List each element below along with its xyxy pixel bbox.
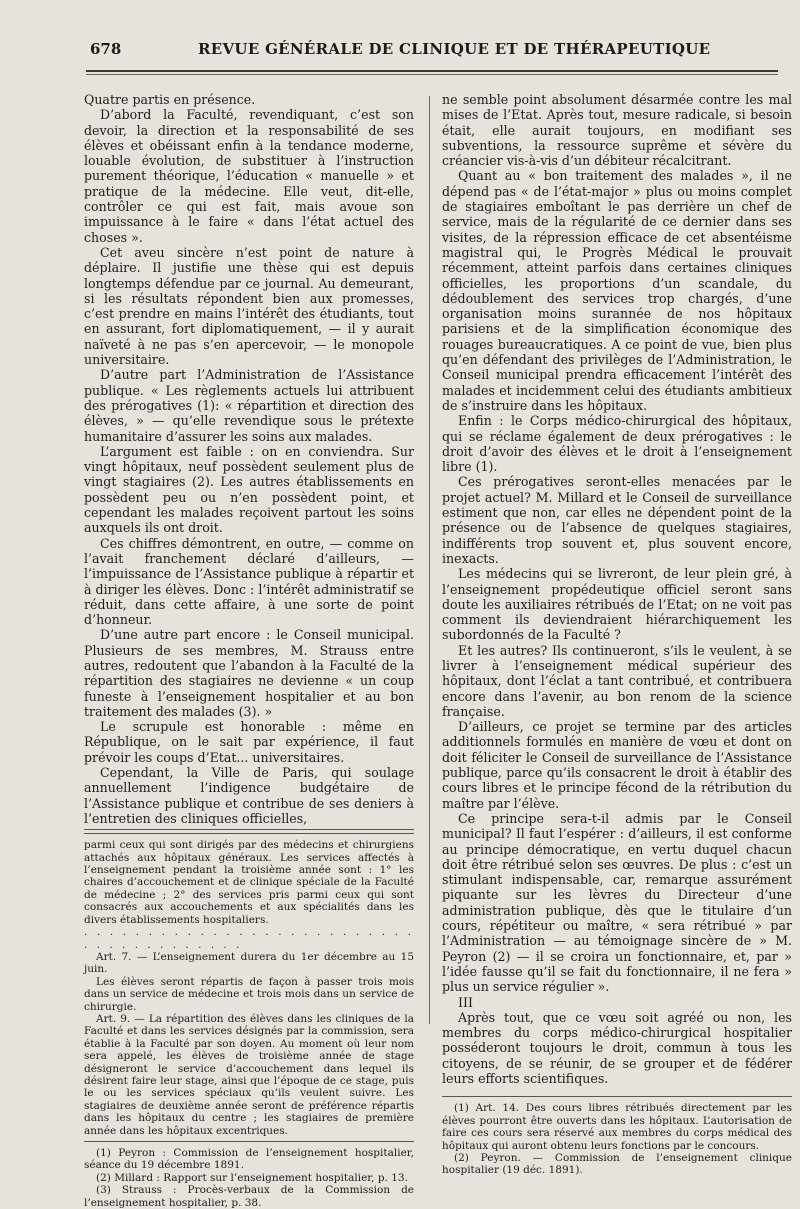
paragraph: Cet aveu sincère n’est point de nature à déplaire. Il justifie une thèse qui est depuis longtemps défendue par ce journal. Au demeurant, si les résultats répondent bien aux promesses, c’est prendre en mains l’intérêt des étudiants, tout en assurant, fort diplomatiquement, — il y aurait naïveté à ne pas s’en apercevoir, — le monopole universitaire. <box>84 244 414 368</box>
header-rule <box>86 70 778 72</box>
running-title: REVUE GÉNÉRALE DE CLINIQUE ET DE THÉRAPEUTIQUE <box>198 40 711 58</box>
page-header <box>86 36 778 66</box>
footnote: (1) Art. 14. Des cours libres rétribués directement par les élèves pourront être ouverts dans les hôpitaux. L’autorisation de faire ces cours sera réservé aux membres du corps médical des hôpitaux qui auront obtenu leurs fonctions par le concours. <box>442 1102 792 1152</box>
paragraph: Et les autres? Ils continueront, s’ils le veulent, à se livrer à l’enseignement médical supérieur des hôpitaux, dont l’éclat a tant contribué, et contribuera encore dans l’avenir, au bon renom de la science française. <box>442 642 792 719</box>
paragraph: Cependant, la Ville de Paris, qui soulage annuellement l’indigence budgétaire de l’Assistance publique et contribue de ses deniers à l’entretien des cliniques officielles, <box>84 765 414 826</box>
paragraph: Enfin : le Corps médico-chirurgical des hôpitaux, qui se réclame également de deux prérogatives : le droit d’avoir des élèves et le droit à l’enseignement libre (1). <box>442 413 792 475</box>
right-footnotes <box>442 1102 792 1176</box>
left-column <box>84 92 414 1209</box>
footnote-article: Art. 7. — L’enseignement durera du 1er décembre au 15 juin. <box>84 950 414 976</box>
page-number: 678 <box>90 40 122 58</box>
left-footnotes <box>84 839 414 1209</box>
paragraph: D’une autre part encore : le Conseil municipal. Plusieurs de ses membres, M. Strauss entre autres, redoutent que l’abandon à la Faculté de la répartition des stagiaires ne devienne « un coup funeste à l’enseignement hospitalier et au bon traitement des malades (3). » <box>84 627 414 719</box>
footnote: (1) Peyron : Commission de l’enseignement hospitalier, séance du 19 décembre 1891. <box>84 1147 414 1172</box>
column-divider <box>429 96 430 1024</box>
right-body-text <box>442 92 792 1086</box>
paragraph: Après tout, que ce vœu soit agréé ou non, les membres du corps médico-chirurgical hospitalier posséderont toujours le droit, commun à tous les citoyens, de se réunir, de se grouper et de fédérer leurs efforts scientifiques. <box>442 1009 792 1086</box>
footnote-continuation: parmi ceux qui sont dirigés par des médecins et chirurgiens attachés aux hôpitaux généraux. Les services affectés à l’enseignement pendant la troisième année sont : 1° les chaires d’accouchement et de clinique spéciale de la Faculté de médecine ; 2° des services pris parmi ceux qui sont consacrés aux accouchements et aux spécialités dans les divers établissements hospitaliers. <box>84 839 414 926</box>
paragraph: Le scrupule est honorable : même en République, on le sait par expérience, il faut prévoir les coups d’Etat... universitaires. <box>84 719 414 765</box>
footnote-rule <box>442 1096 792 1097</box>
footnote: (2) Peyron. — Commission de l’enseignement clinique hospitalier (19 déc. 1891). <box>442 1151 792 1177</box>
ellipsis-row: . . . . . . . . . . . . . . . . . . . . . . . . . . . . . . . . . . . . . . . <box>84 926 414 951</box>
paragraph: D’ailleurs, ce projet se termine par des articles additionnels formulés en manière de vœu et dont on doit féliciter le Conseil de surveillance de l’Assistance publique, parce qu’ils consacrent le droit à établir des cours libres et le principe fécond de la rétribution du maître par l’élève. <box>442 719 792 811</box>
paragraph: Ces chiffres démontrent, en outre, — comme on l’avait franchement déclaré d’ailleurs, — l’impuissance de l’Assistance publique à répartir et à diriger les élèves. Donc : l’intérêt administratif se réduit, dans cette affaire, à une sorte de point d’honneur. <box>84 535 414 628</box>
footnote-rule <box>84 1141 414 1142</box>
left-body-text <box>84 92 414 826</box>
paragraph: Ces prérogatives seront-elles menacées par le projet actuel? M. Millard et le Conseil de surveillance estiment que non, car elles ne dépendent point de la présence ou de l’absence de quelques stagiaires, indifférents trop souvent et, plus souvent encore, inexacts. <box>442 474 792 566</box>
header-rule-thin <box>86 74 778 75</box>
paragraph: Quatre partis en présence. <box>84 92 256 107</box>
footnote: (3) Strauss : Procès-verbaux de la Commission de l’enseignement hospitalier, p. 38. <box>84 1184 414 1209</box>
paragraph: L’argument est faible : on en conviendra. Sur vingt hôpitaux, neuf possèdent seulement plus de vingt stagiaires (2). Les autres établissements en possèdent peu ou n’en possèdent point, et cependant les malades reçoivent partout les soins auxquels ils ont droit. <box>84 443 414 536</box>
paragraph: D’abord la Faculté, revendiquant, c’est son devoir, la direction et la responsabilité de ses élèves et obéissant enfin à la tendance moderne, louable évolution, de substituer à l’instruction purement théorique, l’éducation « manuelle » et pratique de la médecine. Elle veut, dit-elle, contrôler ce qui est fait, mais avoue son impuissance à le faire « dans l’état actuel des choses ». <box>84 107 414 245</box>
footnote: (2) Millard : Rapport sur l’enseignement hospitalier, p. 13. <box>96 1171 408 1184</box>
footnote-article: Art. 9. — La répartition des élèves dans les cliniques de la Faculté et dans les services désignés par la commission, sera établie à la Faculté par son doyen. Au moment où leur nom sera appelé, les élèves de troisième année de stage désigneront le service d’accouchement dans lequel ils désirent faire leur stage, ainsi que l’époque de ce stage, puis le ou les services spéciaux qu’ils veulent suivre. Les stagiaires de deuxième année seront de préférence répartis dans les hôpitaux du centre ; les stagiaires de première année dans les hôpitaux excentriques. <box>84 1012 414 1137</box>
footnote-article: Les élèves seront répartis de façon à passer trois mois dans un service de médecine et trois mois dans un service de chirurgie. <box>84 975 414 1013</box>
section-heading: III <box>458 994 473 1010</box>
paragraph: Quant au « bon traitement des malades », il ne dépend pas « de l’état-major » plus ou moins complet de stagiaires emboîtant le pas derrière un chef de service, mais de la régularité de ce dernier dans ses visites, de la répression efficace de cet absentéisme magistral qui, le Progrès Médical le prouvait récemment, atteint parfois dans certaines cliniques officielles, les proportions d’un scandale, du dédoublement des services trop chargés, d’une organisation moins surannée de nos hôpitaux parisiens et de la simplification économique des rouages bureaucratiques. A ce point de vue, bien plus qu’en défendant des privilèges de l’Administration, le Conseil municipal prendra efficacement l’intérêt des malades et incidemment celui des étudiants ambitieux de s’instruire dans les hôpitaux. <box>442 168 792 413</box>
right-column <box>442 92 792 1177</box>
paragraph: Ce principe sera-t-il admis par le Conseil municipal? Il faut l’espérer : d’ailleurs, il est conforme au principe démocratique, en vertu duquel chacun doit être rétribué selon ses œuvres. De plus : c’est un stimulant indispensable, car, remarque assurément piquante sur les lèvres du Directeur d’une administration publique, dès que le titulaire d’un cours, répétiteur ou maître, « sera rétribué » par l’Administration — au témoignage sincère de » M. Peyron (2) — il se croira un fonctionnaire, et, par » l’idée fausse qu’il se fait du fonctionnaire, il ne fera » plus un service régulier ». <box>442 810 792 995</box>
paragraph: D’autre part l’Administration de l’Assistance publique. « Les règlements actuels lui attribuent des prérogatives (1): « répartition et direction des élèves, » — qu’elle revendique sous le prétexte humanitaire d’assurer les soins aux malades. <box>84 367 414 444</box>
paragraph: Les médecins qui se livreront, de leur plein gré, à l’enseignement propédeutique officiel seront sans doute les auxiliaires rétribués de l’Etat; on ne voit pas comment ils deviendraient hiérarchiquement les subordonnés de la Faculté ? <box>442 566 792 643</box>
footnote-separator <box>84 829 414 834</box>
paragraph: ne semble point absolument désarmée contre les mal mises de l’Etat. Après tout, mesure radicale, si besoin était, elle aurait toujours, en modifiant ses subventions, la ressource suprême et sévère du créancier vis-à-vis d’un débiteur récalcitrant. <box>442 92 792 169</box>
